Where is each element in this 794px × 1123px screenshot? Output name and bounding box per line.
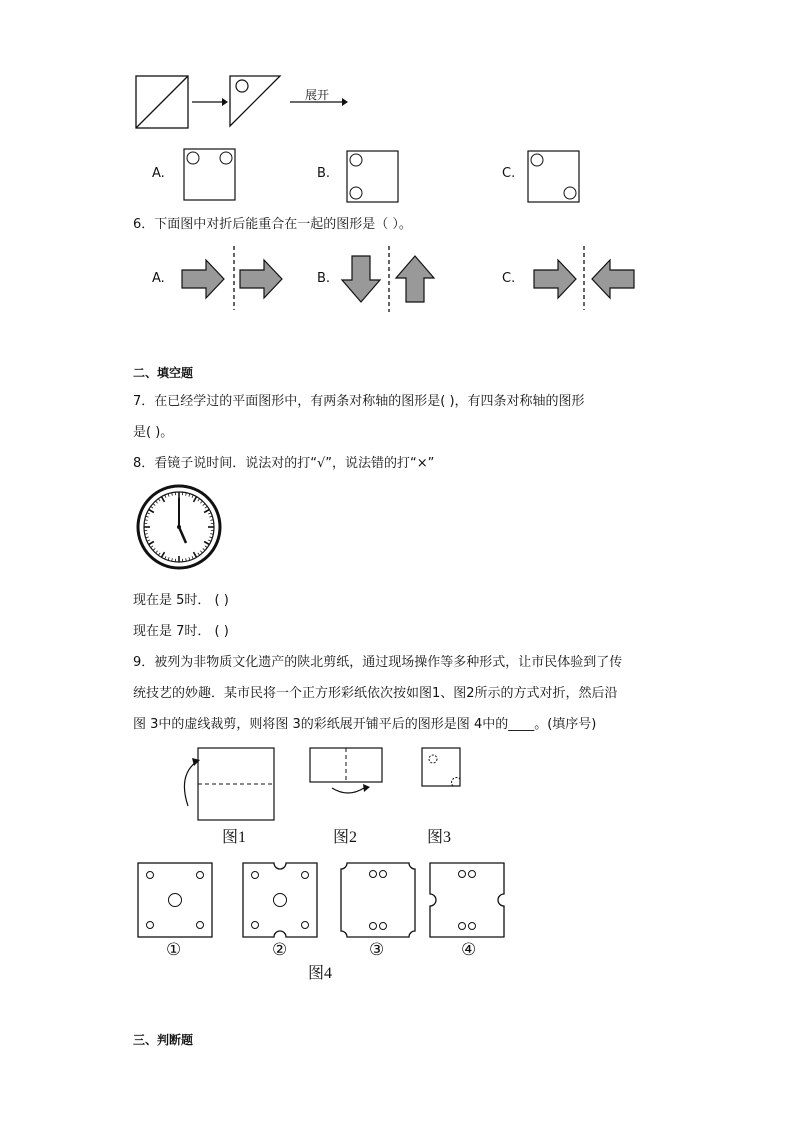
q9-line3: 图 3中的虚线裁剪，则将图 3的彩纸展开铺平后的图形是图 4中的____。(填序号) — [133, 717, 597, 732]
clock-tick — [165, 495, 166, 498]
clock-tick — [209, 516, 212, 517]
clock-tick — [162, 552, 165, 557]
section-3-title: 三、判断题 — [133, 1033, 194, 1047]
clock-tick — [146, 537, 149, 538]
q6-option-a-arrows — [180, 246, 290, 312]
clock-tick — [192, 556, 193, 559]
q6-option-b-label[interactable]: B. — [317, 271, 331, 286]
fig3-label: 图3 — [427, 829, 452, 846]
fig1-label: 图1 — [222, 829, 247, 846]
fig4-choice-1 — [137, 862, 217, 942]
clock-tick — [208, 540, 211, 541]
q7-line2: 是( )。 — [133, 425, 174, 440]
clock-tick — [149, 510, 154, 513]
clock-tick — [156, 501, 158, 503]
q5-option-b-square — [346, 150, 400, 204]
clock-tick — [146, 516, 149, 517]
clock-tick — [194, 497, 197, 502]
q6-option-b-arrows — [340, 246, 440, 312]
clock-tick — [156, 551, 158, 553]
q6-option-c-label[interactable]: C. — [502, 271, 516, 286]
clock-tick — [158, 499, 160, 501]
clock-tick — [203, 548, 205, 550]
fig4-choice-2-label[interactable]: ② — [272, 940, 288, 959]
q5-option-c-label[interactable]: C. — [502, 166, 516, 181]
clock-tick — [198, 553, 200, 555]
q8-statement-1: 现在是 5时． ( ) — [133, 593, 229, 608]
clock-tick — [203, 504, 205, 506]
q8-question: 8．看镜子说时间．说法对的打“√”，说法错的打“×” — [133, 456, 435, 471]
clock-tick — [153, 548, 155, 550]
q6-question: 6．下面图中对折后能重合在一起的图形是（ ）。 — [133, 217, 412, 232]
fig2-diagram — [308, 746, 388, 806]
q9-line1: 9．被列为非物质文化遗产的陕北剪纸，通过现场操作等多种形式，让市民体验到了传 — [133, 655, 623, 670]
q5-option-b-label[interactable]: B. — [317, 166, 331, 181]
clock-tick — [149, 542, 154, 545]
fig4-choice-4-label[interactable]: ④ — [461, 940, 477, 959]
q5-option-c-square — [527, 150, 581, 204]
q7-line1: 7．在已经学过的平面图形中，有两条对称轴的图形是( )，有四条对称轴的图形 — [133, 394, 585, 409]
q8-statement-2: 现在是 7时． ( ) — [133, 624, 229, 639]
clock-tick — [194, 552, 197, 557]
clock-tick — [204, 510, 209, 513]
clock-figure — [136, 484, 222, 570]
q9-line2: 统技艺的妙趣．某市民将一个正方形彩纸依次按如图1、图2所示的方式对折，然后沿 — [133, 686, 618, 701]
fig4-label: 图4 — [308, 965, 333, 982]
unfold-label: 展开 — [305, 88, 330, 102]
clock-tick — [200, 551, 202, 553]
clock-tick — [198, 499, 200, 501]
clock-tick — [147, 513, 150, 514]
clock-tick — [147, 540, 150, 541]
clock-tick — [168, 557, 169, 560]
clock-tick — [189, 557, 190, 560]
fig4-choice-4 — [429, 862, 509, 942]
clock-tick — [158, 553, 160, 555]
clock-tick — [165, 556, 166, 559]
clock-tick — [168, 494, 169, 497]
fig2-label: 图2 — [333, 829, 358, 846]
q5-option-a-square — [183, 148, 237, 202]
fig4-choice-1-label[interactable]: ① — [166, 940, 182, 959]
clock-tick — [208, 513, 211, 514]
clock-tick — [209, 537, 212, 538]
q6-option-c-arrows — [532, 246, 642, 312]
fig4-choice-3 — [340, 862, 420, 942]
fig4-choice-3-label[interactable]: ③ — [369, 940, 385, 959]
clock-tick — [205, 506, 207, 508]
clock-tick — [204, 542, 209, 545]
clock-tick — [151, 546, 153, 548]
clock-tick — [189, 494, 190, 497]
q6-option-a-label[interactable]: A. — [152, 271, 165, 286]
fold-sequence-figure — [130, 70, 370, 140]
q5-option-a-label[interactable]: A. — [152, 166, 165, 181]
fig4-choice-2 — [242, 862, 322, 942]
clock-tick — [162, 497, 165, 502]
fig1-diagram — [176, 746, 281, 826]
clock-tick — [205, 546, 207, 548]
clock-tick — [151, 506, 153, 508]
fig3-diagram — [420, 746, 466, 790]
clock-tick — [192, 495, 193, 498]
section-2-title: 二、填空题 — [133, 366, 194, 380]
clock-tick — [200, 501, 202, 503]
clock-tick — [153, 504, 155, 506]
